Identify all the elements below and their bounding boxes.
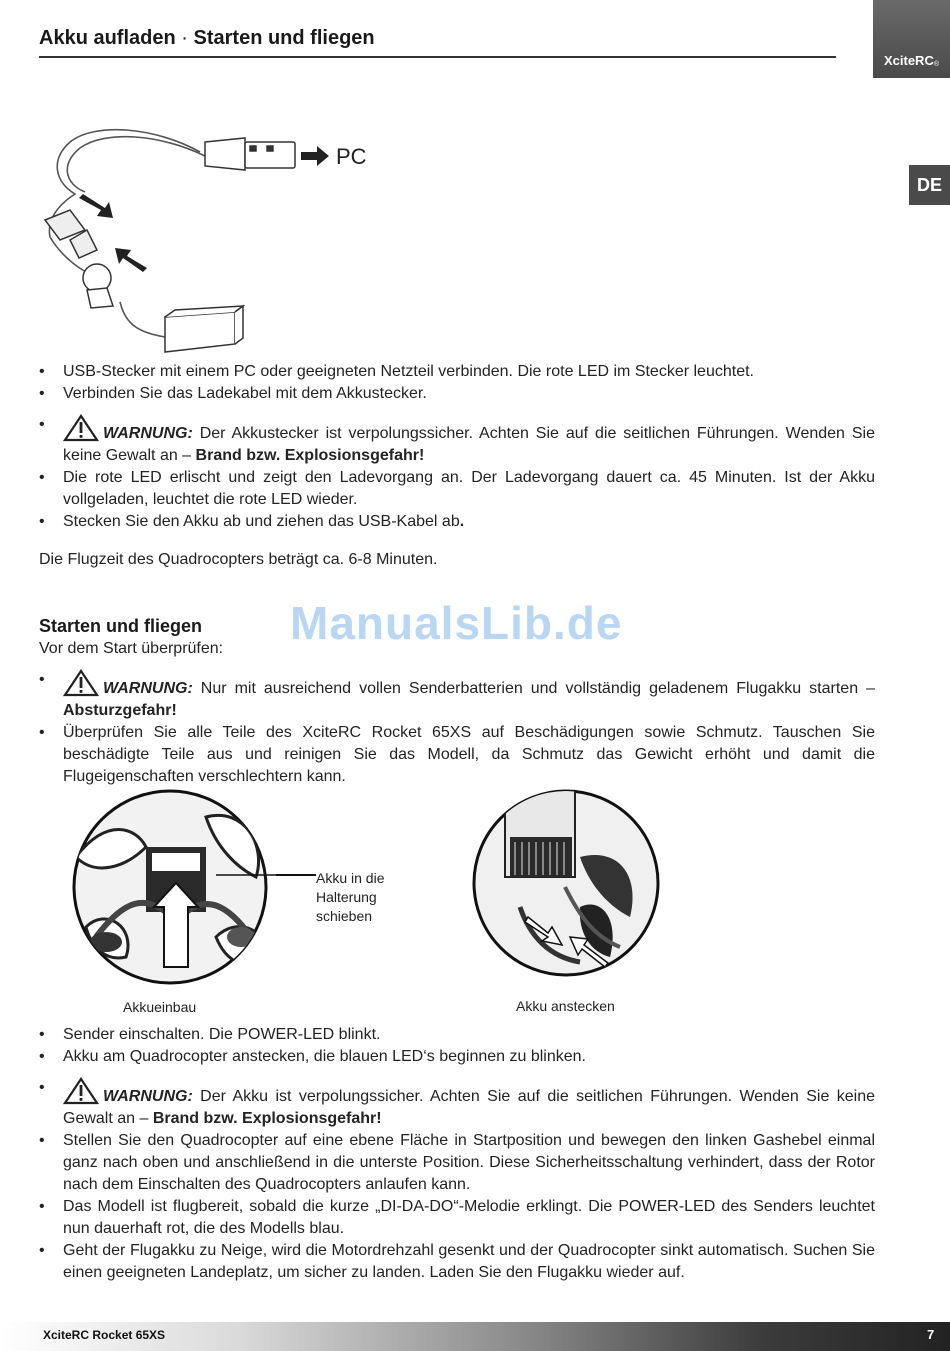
flying-instructions [39,1024,875,1284]
header-divider [39,56,836,58]
charging-cable-illustration [35,112,345,357]
list-item: • Akku am Quadrocopter anstecken, die blauen LED‘s beginnen zu blinken. [39,1046,875,1068]
brand-logo: XciteRC [883,53,934,68]
list-item: • Die rote LED erlischt und zeigt den Ladevorgang an. Der Ladevorgang dauert ca. 45 Minuten. Ist der Akku vollgeladen, leuchtet die rote LED wieder. [39,467,875,511]
section-title: Starten und fliegen [39,616,203,636]
brand-tab: XciteRC $_®$ [873,0,950,78]
charging-instructions [39,361,875,533]
list-item: • Sender einschalten. Die POWER-LED blinkt. [39,1024,875,1046]
caption-akkueinbau: Akkueinbau [123,999,197,1015]
warning-triangle-icon [63,414,99,442]
callout-line [276,874,316,876]
section-subtitle: Vor dem Start überprüfen: [39,640,224,657]
page-number: 7 [927,1327,935,1342]
language-tab: DE [909,165,950,205]
callout-text: Akku in die Halterung schieben [316,870,385,924]
warning-item: • WARNUNG: Nur mit ausreichend vollen Senderbatterien und vollständig geladenem Flugakku starten – Absturzgefahr! [39,669,875,722]
footer-product-name: XciteRC Rocket 65XS [43,1328,166,1342]
warning-triangle-icon [63,669,99,697]
list-item: • Das Modell ist flugbereit, sobald die kurze „DI-DA-DO“-Melodie erklingt. Die POWER-LED des Senders leuchtet nun dauerhaft rot, die des Modells blau. [39,1196,875,1240]
pc-label: PC [336,144,367,169]
warning-item: • WARNUNG: Der Akkustecker ist verpolungssicher. Achten Sie auf die seitlichen Führungen. Wenden Sie keine Gewalt an – Brand bzw. Explosionsgefahr! [39,414,875,467]
list-item: • Stecken Sie den Akku ab und ziehen das USB-Kabel ab. [39,511,875,533]
list-item: • USB-Stecker mit einem PC oder geeigneten Netzteil verbinden. Die rote LED im Stecker leuchtet. [39,361,875,383]
preflight-checklist [39,669,875,788]
warning-item: • WARNUNG: Der Akku ist verpolungssicher. Achten Sie auf die seitlichen Führungen. Wenden Sie keine Gewalt an – Brand bzw. Explosionsgefahr! [39,1077,875,1130]
list-item: • Überprüfen Sie alle Teile des XciteRC Rocket 65XS auf Beschädigungen sowie Schmutz. Tauschen Sie beschädigte Teile aus und reinigen Sie das Modell, da Schmutz das Gewicht erhöht und damit die Flugeigenschaften verschlechtern kann. [39,722,875,788]
watermark: ManualsLib.de [290,597,623,649]
warning-triangle-icon [63,1077,99,1105]
page-title: Akku aufladen · Starten und fliegen [39,27,375,49]
battery-install-photo [66,787,276,987]
flight-time-note: Die Flugzeit des Quadrocopters beträgt ca. 6-8 Minuten. [39,551,438,568]
list-item: • Geht der Flugakku zu Neige, wird die Motordrehzahl gesenkt und der Quadrocopter sinkt automatisch. Suchen Sie einen geeigneten Landeplatz, um sicher zu landen. Laden Sie den Flugakku wieder auf. [39,1240,875,1284]
list-item: • Stellen Sie den Quadrocopter auf eine ebene Fläche in Startposition und bewegen den linken Gashebel einmal ganz nach oben und anschließend in die unterste Position. Diese Sicherheitsschaltung verhindert, dass der Rotor nach dem Einschalten des Quadrocopters anlaufen kann. [39,1130,875,1196]
caption-akku-anstecken: Akku anstecken [516,998,615,1014]
battery-connect-photo [470,787,665,982]
list-item: • Verbinden Sie das Ladekabel mit dem Akkustecker. [39,383,875,405]
